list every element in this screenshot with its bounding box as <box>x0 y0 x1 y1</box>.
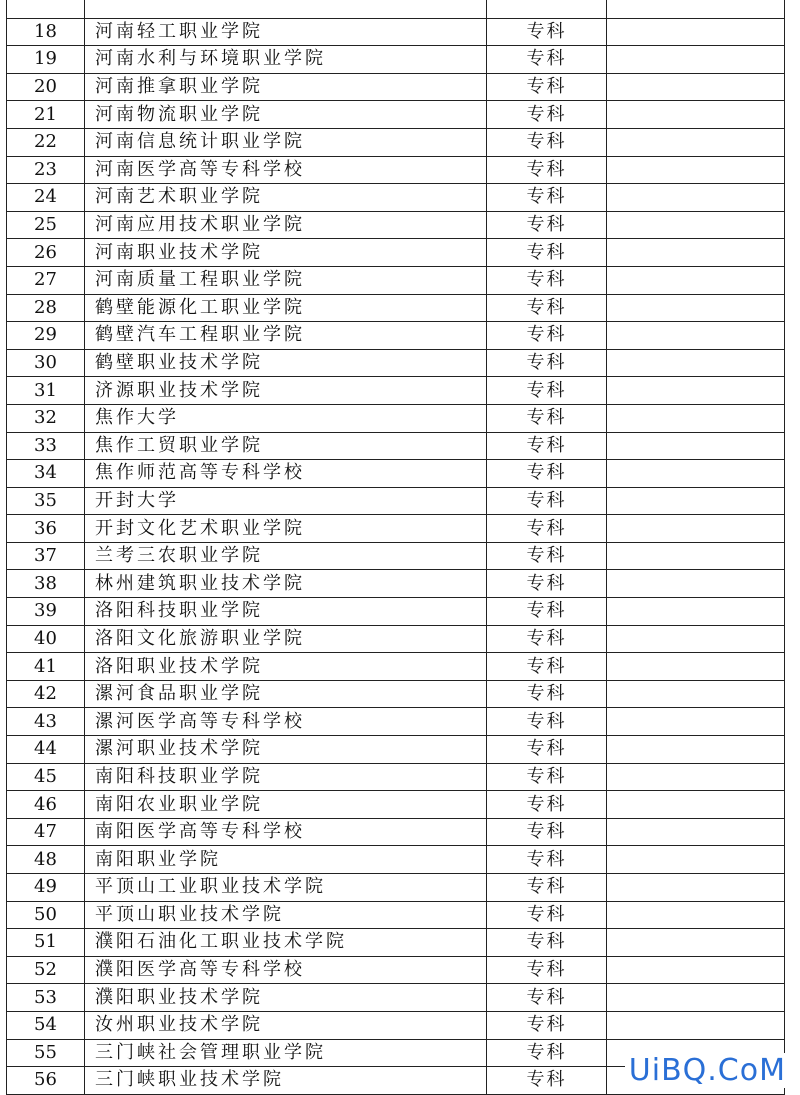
table-row <box>7 763 785 791</box>
note-cell <box>607 515 785 543</box>
table-row <box>7 487 785 515</box>
table-row <box>7 377 785 405</box>
table-row <box>7 901 785 929</box>
note-cell <box>607 432 785 460</box>
table-row <box>7 515 785 543</box>
row-number-cell: 44 <box>7 736 85 764</box>
level-cell: 专科 <box>487 736 607 764</box>
table-row <box>7 18 785 46</box>
level-cell: 专科 <box>487 846 607 874</box>
table-row <box>7 653 785 681</box>
school-name-cell: 河南医学高等专科学校 <box>85 156 487 184</box>
school-name-cell: 汝州职业技术学院 <box>85 1011 487 1039</box>
note-cell <box>607 680 785 708</box>
row-number-cell: 27 <box>7 266 85 294</box>
level-cell: 专科 <box>487 956 607 984</box>
level-cell: 专科 <box>487 432 607 460</box>
row-number-cell: 31 <box>7 377 85 405</box>
school-name-cell: 三门峡职业技术学院 <box>85 1067 487 1095</box>
school-name-cell: 济源职业技术学院 <box>85 377 487 405</box>
level-cell: 专科 <box>487 818 607 846</box>
level-cell: 专科 <box>487 791 607 819</box>
level-cell: 专科 <box>487 377 607 405</box>
school-name-cell: 平顶山职业技术学院 <box>85 901 487 929</box>
table-row <box>7 184 785 212</box>
note-cell <box>607 901 785 929</box>
row-number-cell: 56 <box>7 1067 85 1095</box>
school-name-cell: 河南应用技术职业学院 <box>85 211 487 239</box>
note-cell <box>607 349 785 377</box>
level-cell: 专科 <box>487 929 607 957</box>
note-cell <box>607 763 785 791</box>
note-cell <box>607 708 785 736</box>
row-number-cell: 21 <box>7 101 85 129</box>
table-row <box>7 128 785 156</box>
level-cell: 专科 <box>487 18 607 46</box>
table-row <box>7 874 785 902</box>
row-number-cell: 33 <box>7 432 85 460</box>
level-cell: 专科 <box>487 211 607 239</box>
row-number-cell: 26 <box>7 239 85 267</box>
note-cell <box>607 653 785 681</box>
note-cell <box>607 598 785 626</box>
level-cell: 专科 <box>487 984 607 1012</box>
table-row <box>7 432 785 460</box>
note-cell <box>607 874 785 902</box>
table-row <box>7 73 785 101</box>
school-name-cell: 开封文化艺术职业学院 <box>85 515 487 543</box>
table-row <box>7 570 785 598</box>
school-name-cell: 洛阳职业技术学院 <box>85 653 487 681</box>
school-name-cell: 漯河医学高等专科学校 <box>85 708 487 736</box>
note-cell <box>607 1011 785 1039</box>
level-cell: 专科 <box>487 874 607 902</box>
level-cell: 专科 <box>487 901 607 929</box>
table-row <box>7 708 785 736</box>
table-row <box>7 349 785 377</box>
row-number-cell: 34 <box>7 460 85 488</box>
school-name-cell: 鹤壁能源化工职业学院 <box>85 294 487 322</box>
level-cell: 专科 <box>487 653 607 681</box>
school-name-cell: 三门峡社会管理职业学院 <box>85 1039 487 1067</box>
row-number-cell <box>7 0 85 18</box>
level-cell: 专科 <box>487 625 607 653</box>
table-row <box>7 818 785 846</box>
level-cell: 专科 <box>487 708 607 736</box>
school-name-cell: 河南物流职业学院 <box>85 101 487 129</box>
table-row <box>7 791 785 819</box>
level-cell: 专科 <box>487 322 607 350</box>
note-cell <box>607 818 785 846</box>
note-cell <box>607 46 785 74</box>
level-cell: 专科 <box>487 542 607 570</box>
school-name-cell: 焦作工贸职业学院 <box>85 432 487 460</box>
school-name-cell: 河南艺术职业学院 <box>85 184 487 212</box>
school-name-cell: 鹤壁汽车工程职业学院 <box>85 322 487 350</box>
level-cell: 专科 <box>487 101 607 129</box>
note-cell <box>607 625 785 653</box>
table-row <box>7 956 785 984</box>
row-number-cell: 39 <box>7 598 85 626</box>
note-cell <box>607 929 785 957</box>
table-row <box>7 680 785 708</box>
row-number-cell: 30 <box>7 349 85 377</box>
row-number-cell: 48 <box>7 846 85 874</box>
row-number-cell: 45 <box>7 763 85 791</box>
school-name-cell: 南阳科技职业学院 <box>85 763 487 791</box>
level-cell: 专科 <box>487 239 607 267</box>
level-cell: 专科 <box>487 46 607 74</box>
school-name-cell: 林州建筑职业技术学院 <box>85 570 487 598</box>
table-row <box>7 0 785 18</box>
level-cell: 专科 <box>487 156 607 184</box>
school-name-cell: 濮阳医学高等专科学校 <box>85 956 487 984</box>
level-cell: 专科 <box>487 404 607 432</box>
note-cell <box>607 487 785 515</box>
note-cell <box>607 101 785 129</box>
level-cell: 专科 <box>487 73 607 101</box>
note-cell <box>607 984 785 1012</box>
row-number-cell: 42 <box>7 680 85 708</box>
table-row <box>7 266 785 294</box>
row-number-cell: 25 <box>7 211 85 239</box>
note-cell <box>607 156 785 184</box>
level-cell: 专科 <box>487 1039 607 1067</box>
row-number-cell: 22 <box>7 128 85 156</box>
row-number-cell: 19 <box>7 46 85 74</box>
note-cell <box>607 239 785 267</box>
level-cell: 专科 <box>487 349 607 377</box>
school-name-cell: 河南职业技术学院 <box>85 239 487 267</box>
note-cell <box>607 460 785 488</box>
row-number-cell: 41 <box>7 653 85 681</box>
school-name-cell: 焦作师范高等专科学校 <box>85 460 487 488</box>
row-number-cell: 43 <box>7 708 85 736</box>
school-name-cell: 濮阳石油化工职业技术学院 <box>85 929 487 957</box>
school-name-cell: 河南推拿职业学院 <box>85 73 487 101</box>
school-name-cell: 漯河食品职业学院 <box>85 680 487 708</box>
row-number-cell: 54 <box>7 1011 85 1039</box>
row-number-cell: 46 <box>7 791 85 819</box>
note-cell <box>607 570 785 598</box>
level-cell: 专科 <box>487 1067 607 1095</box>
level-cell: 专科 <box>487 763 607 791</box>
level-cell: 专科 <box>487 515 607 543</box>
row-number-cell: 36 <box>7 515 85 543</box>
note-cell <box>607 73 785 101</box>
level-cell <box>487 0 607 18</box>
note-cell <box>607 128 785 156</box>
table-row <box>7 736 785 764</box>
table-row <box>7 625 785 653</box>
level-cell: 专科 <box>487 294 607 322</box>
school-name-cell: 河南轻工职业学院 <box>85 18 487 46</box>
note-cell <box>607 736 785 764</box>
table-row <box>7 1011 785 1039</box>
table-row <box>7 294 785 322</box>
row-number-cell: 52 <box>7 956 85 984</box>
school-name-cell: 南阳医学高等专科学校 <box>85 818 487 846</box>
note-cell <box>607 791 785 819</box>
level-cell: 专科 <box>487 266 607 294</box>
row-number-cell: 28 <box>7 294 85 322</box>
level-cell: 专科 <box>487 460 607 488</box>
row-number-cell: 47 <box>7 818 85 846</box>
table-row <box>7 984 785 1012</box>
school-name-cell: 南阳农业职业学院 <box>85 791 487 819</box>
table-row <box>7 598 785 626</box>
table-row <box>7 542 785 570</box>
note-cell <box>607 18 785 46</box>
note-cell <box>607 846 785 874</box>
level-cell: 专科 <box>487 487 607 515</box>
row-number-cell: 18 <box>7 18 85 46</box>
school-name-cell: 开封大学 <box>85 487 487 515</box>
school-name-cell: 濮阳职业技术学院 <box>85 984 487 1012</box>
note-cell <box>607 0 785 18</box>
school-name-cell: 焦作大学 <box>85 404 487 432</box>
school-name-cell: 兰考三农职业学院 <box>85 542 487 570</box>
school-name-cell: 河南信息统计职业学院 <box>85 128 487 156</box>
table-row <box>7 460 785 488</box>
row-number-cell: 38 <box>7 570 85 598</box>
note-cell <box>607 294 785 322</box>
note-cell <box>607 322 785 350</box>
school-name-cell <box>85 0 487 18</box>
school-name-cell: 漯河职业技术学院 <box>85 736 487 764</box>
school-name-cell: 南阳职业学院 <box>85 846 487 874</box>
row-number-cell: 20 <box>7 73 85 101</box>
level-cell: 专科 <box>487 570 607 598</box>
table-row <box>7 239 785 267</box>
note-cell <box>607 956 785 984</box>
table-row <box>7 156 785 184</box>
row-number-cell: 37 <box>7 542 85 570</box>
level-cell: 专科 <box>487 184 607 212</box>
row-number-cell: 24 <box>7 184 85 212</box>
schools-table-body <box>7 0 785 1094</box>
table-row <box>7 211 785 239</box>
school-name-cell: 河南质量工程职业学院 <box>85 266 487 294</box>
row-number-cell: 23 <box>7 156 85 184</box>
row-number-cell: 51 <box>7 929 85 957</box>
table-row <box>7 101 785 129</box>
note-cell <box>607 184 785 212</box>
table-row <box>7 46 785 74</box>
level-cell: 专科 <box>487 1011 607 1039</box>
level-cell: 专科 <box>487 598 607 626</box>
note-cell <box>607 404 785 432</box>
row-number-cell: 49 <box>7 874 85 902</box>
table-row <box>7 404 785 432</box>
note-cell <box>607 211 785 239</box>
note-cell <box>607 266 785 294</box>
level-cell: 专科 <box>487 128 607 156</box>
row-number-cell: 40 <box>7 625 85 653</box>
row-number-cell: 32 <box>7 404 85 432</box>
level-cell: 专科 <box>487 680 607 708</box>
schools-table <box>6 0 785 1095</box>
school-name-cell: 洛阳科技职业学院 <box>85 598 487 626</box>
watermark-text: UiBQ.CoM <box>625 1053 790 1088</box>
school-name-cell: 平顶山工业职业技术学院 <box>85 874 487 902</box>
table-row <box>7 322 785 350</box>
table-row <box>7 846 785 874</box>
row-number-cell: 53 <box>7 984 85 1012</box>
row-number-cell: 55 <box>7 1039 85 1067</box>
row-number-cell: 35 <box>7 487 85 515</box>
school-name-cell: 鹤壁职业技术学院 <box>85 349 487 377</box>
school-name-cell: 洛阳文化旅游职业学院 <box>85 625 487 653</box>
row-number-cell: 50 <box>7 901 85 929</box>
table-row <box>7 929 785 957</box>
note-cell <box>607 377 785 405</box>
note-cell <box>607 542 785 570</box>
school-name-cell: 河南水利与环境职业学院 <box>85 46 487 74</box>
row-number-cell: 29 <box>7 322 85 350</box>
